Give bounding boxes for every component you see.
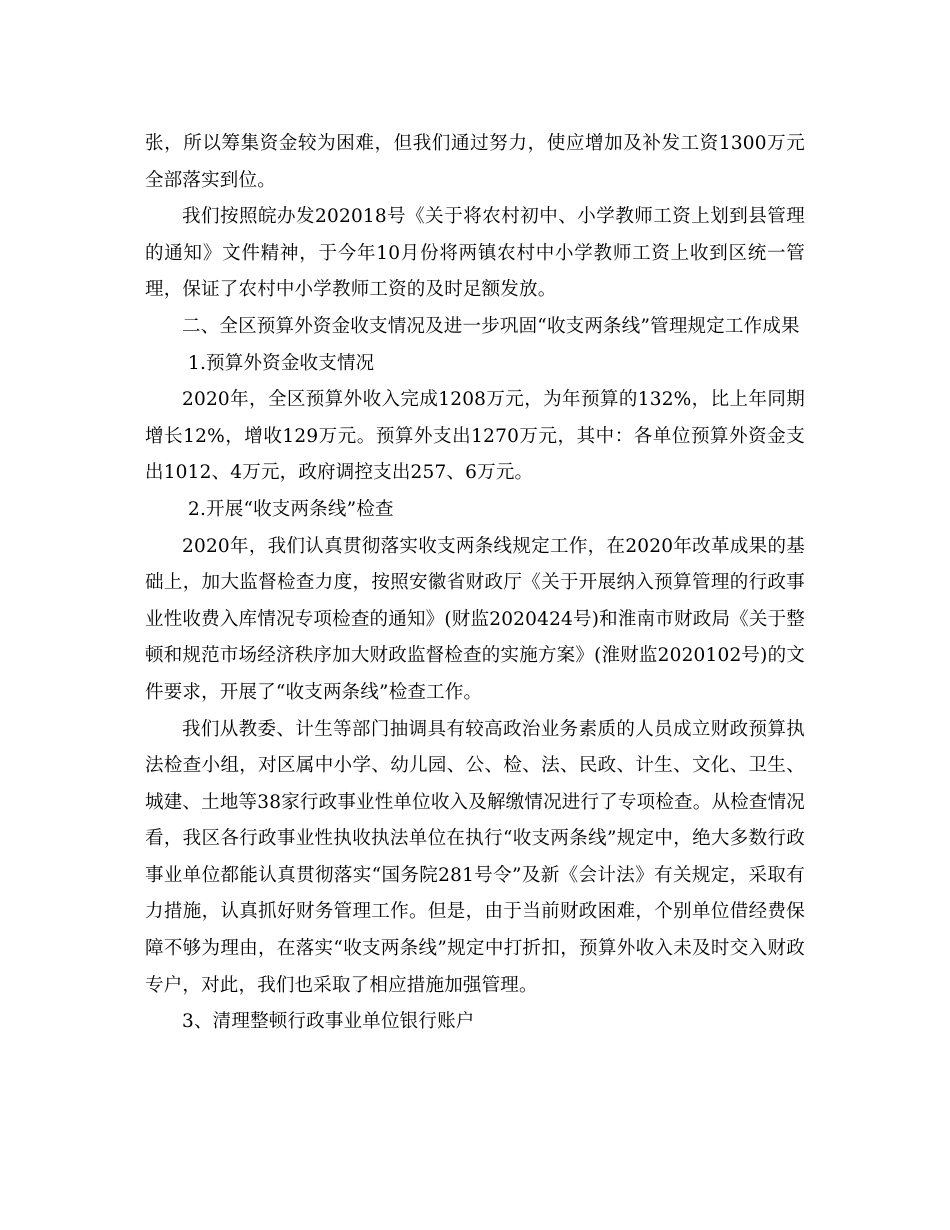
paragraph-inspection-basis: 2020年，我们认真贯彻落实收支两条线规定工作，在2020年改革成果的基础上，加大监督检查力度，按照安徽省财政厅《关于开展纳入预算管理的行政事业性收费入库情况专项检查的通知》(财监2020424号)和淮南市财政局《关于整顿和规范市场经济秩序加大财政监督检查的实施方案》(淮财监2020102号)的文件要求，开展了“收支两条线”检查工作。 [145, 535, 805, 703]
subheading-2: 2.开展“收支两条线”检查 [188, 498, 394, 520]
paragraph-inspection-results: 我们从教委、计生等部门抽调具有较高政治业务素质的人员成立财政预算执法检查小组，对区属中小学、幼儿园、公、检、法、民政、计生、文化、卫生、城建、土地等38家行政事业性单位收入及解缴情况进行了专项检查。从检查情况看，我区各行政事业性执收执法单位在执行“收支两条线”规定中，绝大多数行政事业单位都能认真贯彻落实“国务院281号令”及新《会计法》有关规定，采取有力措施，认真抓好财务管理工作。但是，由于当前财政困难，个别单位借经费保障不够为理由，在落实“收支两条线”规定中打折扣，预算外收入未及时交入财政专户，对此，我们也采取了相应措施加强管理。 [145, 718, 805, 996]
subheading-3: 3、清理整顿行政事业单位银行账户 [182, 1011, 475, 1033]
subheading-1: 1.预算外资金收支情况 [188, 352, 375, 374]
document-body [145, 126, 805, 1041]
section-heading-2: 二、全区预算外资金收支情况及进一步巩固“收支两条线”管理规定工作成果 [182, 315, 800, 337]
paragraph-teacher-salary: 我们按照皖办发202018号《关于将农村初中、小学教师工资上划到县管理的通知》文件精神，于今年10月份将两镇农村中小学教师工资上收到区统一管理，保证了农村中小学教师工资的及时足额发放。 [145, 206, 805, 301]
paragraph-budget-income: 2020年，全区预算外收入完成1208万元，为年预算的132%，比上年同期增长12%，增收129万元。预算外支出1270万元，其中：各单位预算外资金支出1012、4万元，政府调控支出257、6万元。 [145, 389, 805, 484]
paragraph-continuation: 张，所以筹集资金较为困难，但我们通过努力，使应增加及补发工资1300万元全部落实到位。 [145, 133, 805, 191]
